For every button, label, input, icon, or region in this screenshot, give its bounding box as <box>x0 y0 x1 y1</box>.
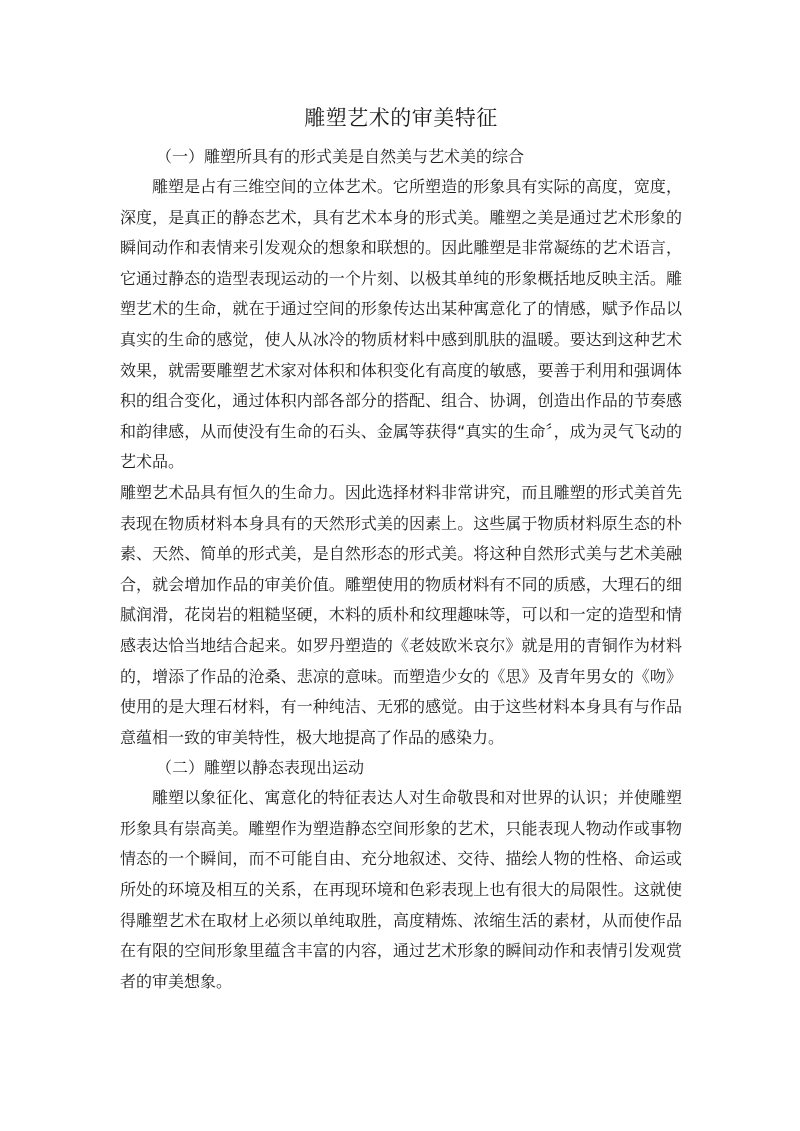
section2-paragraph-1: 雕塑以象征化、寓意化的特征表达人对生命敬畏和对世界的认识；并使雕塑形象具有崇高美。雕塑作为塑造静态空间形象的艺术，只能表现人物动作或事物情态的一个瞬间，而不可能自由、充分地叙述、交待、描绘人物的性格、命运或所处的环境及相互的关系，在再现环境和色彩表现上也有很大的局限性。这就使得雕塑艺术在取材上必须以单纯取胜，高度精炼、浓缩生活的素材，从而使作品在有限的空间形象里蕴含丰富的内容，通过艺术形象的瞬间动作和表情引发观赏者的审美想象。 <box>120 788 682 991</box>
section1-paragraph-2: 雕塑艺术品具有恒久的生命力。因此选择材料非常讲究，而且雕塑的形式美首先表现在物质材料本身具有的天然形式美的因素上。这些属于物质材料原生态的朴素、天然、简单的形式美，是自然形态的形式美。将这种自然形式美与艺术美融合，就会增加作品的审美价值。雕塑使用的物质材料有不同的质感，大理石的细腻润滑，花岗岩的粗糙坚硬，木料的质朴和纹理趣味等，可以和一定的造型和情感表达恰当地结合起来。如罗丹塑造的《老妓欧米哀尔》就是用的青铜作为材料的，增添了作品的沧桑、悲凉的意味。而塑造少女的《思》及青年男女的《吻》使用的是大理石材料，有一种纯洁、无邪的感觉。由于这些材料本身具有与作品意蕴相一致的审美特性，极大地提高了作品的感染力。 <box>120 482 682 747</box>
section-heading-2: （二）雕塑以静态表现出运动 <box>156 758 365 778</box>
section-heading-1: （一）雕塑所具有的形式美是自然美与艺术美的综合 <box>156 147 525 166</box>
document-title: 雕塑艺术的审美特征 <box>304 106 498 130</box>
section1-paragraph-1: 雕塑是占有三维空间的立体艺术。它所塑造的形象具有实际的高度，宽度，深度，是真正的静态艺术，具有艺术本身的形式美。雕塑之美是通过艺术形象的瞬间动作和表情来引发观众的想象和联想的。因此雕塑是非常凝练的艺术语言，它通过静态的造型表现运动的一个片刻、以极其单纯的形象概括地反映主活。雕塑艺术的生命，就在于通过空间的形象传达出某种寓意化了的情感，赋予作品以真实的生命的感觉，使人从冰冷的物质材料中感到肌肤的温暖。要达到这种艺术效果，就需要雕塑艺术家对体积和体积变化有高度的敏感，要善于利用和强调体积的组合变化，通过体积内部各部分的搭配、组合、协调，创造出作品的节奏感和韵律感，从而使没有生命的石头、金属等获得“真实的生命〞，成为灵气飞动的艺术品。 <box>120 177 682 472</box>
document-page <box>120 100 682 997</box>
